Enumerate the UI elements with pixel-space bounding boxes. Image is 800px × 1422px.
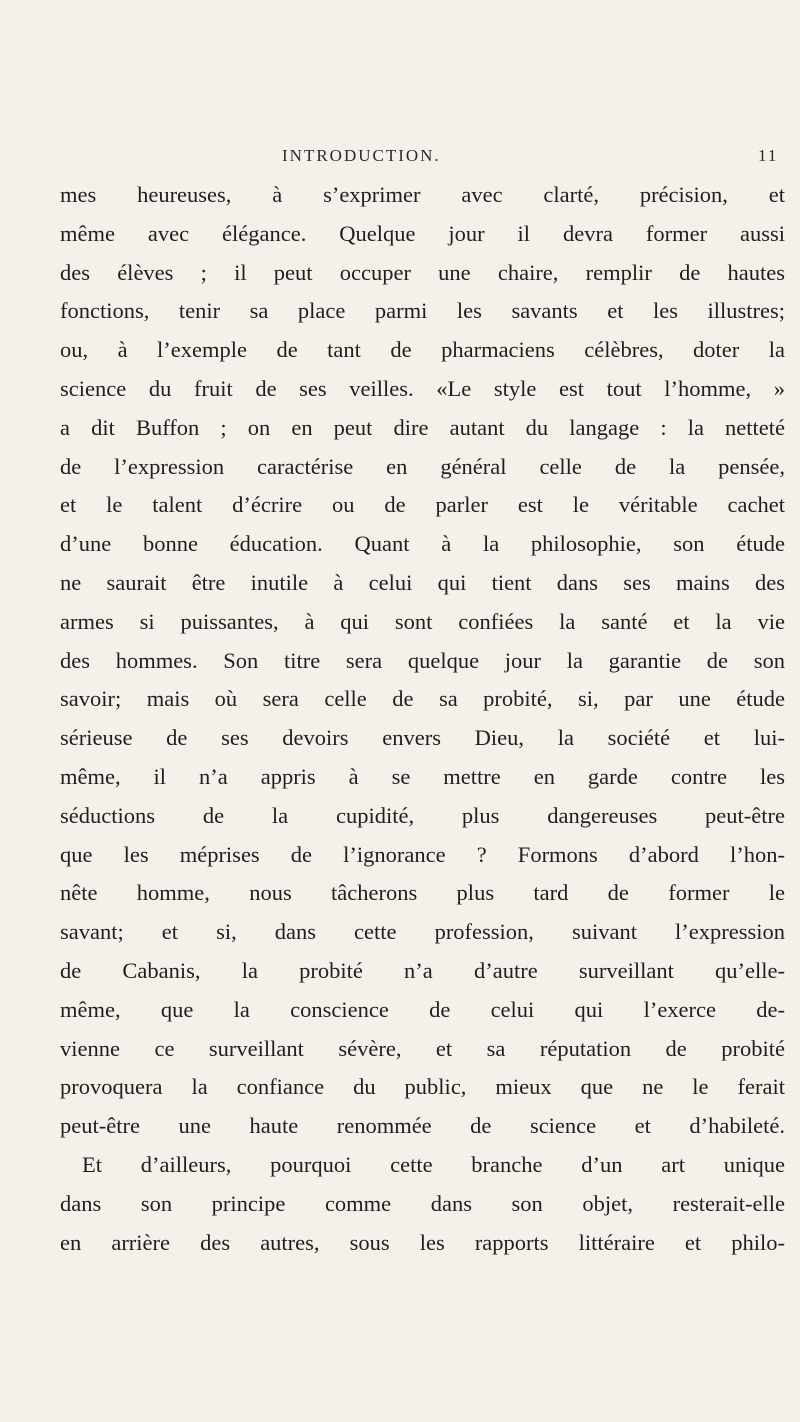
text-line: savoir; mais où sera celle de sa probité, si, par une étude [60, 686, 785, 712]
text-line: mes heureuses, à s’exprimer avec clarté, précision, et [60, 182, 785, 207]
text-line: en arrière des autres, sous les rapports littéraire et philo- [60, 1229, 785, 1255]
text-line: séductions de la cupidité, plus dangereuses peut-être [60, 802, 785, 828]
text-line: et le talent d’écrire ou de parler est le véritable cachet [60, 492, 785, 518]
text-line: ou, à l’exemple de tant de pharmaciens célèbres, doter la [60, 337, 785, 363]
running-head: INTRODUCTION. [282, 146, 441, 165]
text-line: de l’expression caractérise en général celle de la pensée, [60, 453, 785, 479]
page-number: 11 [758, 146, 779, 165]
text-line: même, que la conscience de celui qui l’exerce de- [60, 996, 785, 1022]
text-line: des élèves ; il peut occuper une chaire, remplir de hautes [60, 259, 785, 285]
text-line: savant; et si, dans cette profession, suivant l’expression [60, 919, 785, 945]
text-line: a dit Buffon ; on en peut dire autant du langage : la netteté [60, 414, 785, 440]
page-header [282, 146, 782, 170]
text-line: peut-être une haute renommée de science et d’habileté. [60, 1113, 785, 1139]
text-line: dans son principe comme dans son objet, resterait-elle [60, 1190, 785, 1216]
text-line: des hommes. Son titre sera quelque jour la garantie de son [60, 647, 785, 673]
text-line: vienne ce surveillant sévère, et sa réputation de probité [60, 1035, 785, 1061]
text-line: fonctions, tenir sa place parmi les savants et les illustres; [60, 298, 785, 324]
text-line: nête homme, nous tâcherons plus tard de former le [60, 880, 785, 906]
text-line: d’une bonne éducation. Quant à la philosophie, son étude [60, 531, 785, 557]
text-line: de Cabanis, la probité n’a d’autre surveillant qu’elle- [60, 957, 785, 983]
text-line: science du fruit de ses veilles. «Le style est tout l’homme, » [60, 375, 785, 401]
text-line: armes si puissantes, à qui sont confiées la santé et la vie [60, 608, 785, 634]
text-line: ne saurait être inutile à celui qui tient dans ses mains des [60, 569, 785, 595]
text-line: que les méprises de l’ignorance ? Formons d’abord l’hon- [60, 841, 785, 867]
text-line: Et d’ailleurs, pourquoi cette branche d’un art unique [82, 1151, 785, 1177]
text-line: même avec élégance. Quelque jour il devra former aussi [60, 220, 785, 246]
text-line: sérieuse de ses devoirs envers Dieu, la société et lui- [60, 725, 785, 751]
text-line: même, il n’a appris à se mettre en garde contre les [60, 763, 785, 789]
text-line: provoquera la confiance du public, mieux que ne le ferait [60, 1074, 785, 1100]
body-text [60, 176, 785, 1262]
